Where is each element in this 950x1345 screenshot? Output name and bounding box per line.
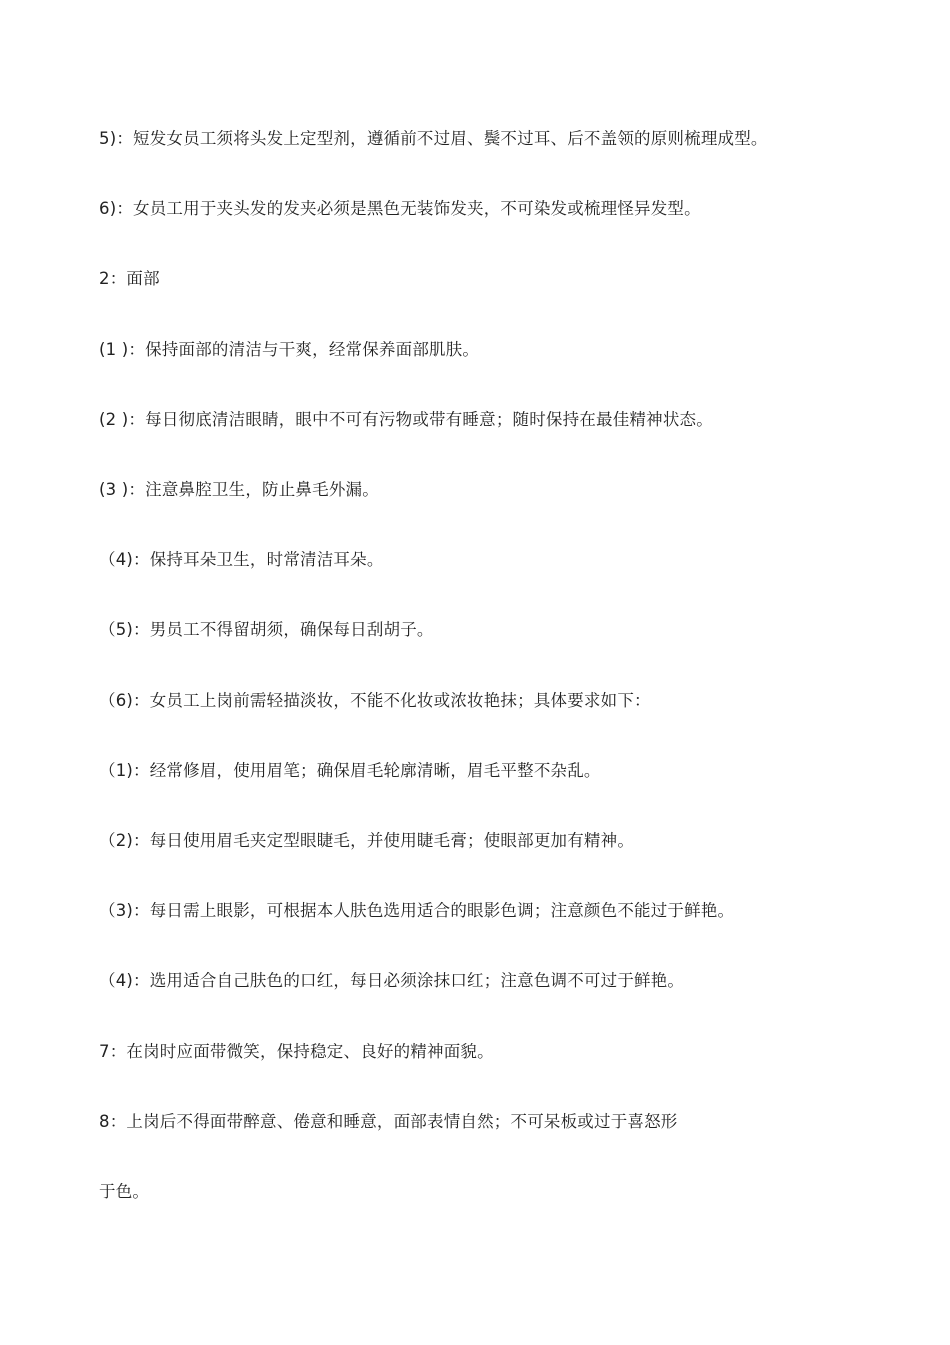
paragraph-line: 7：在岗时应面带微笑，保持稳定、良好的精神面貌。 <box>99 1042 494 1061</box>
paragraph-line: （4)：保持耳朵卫生，时常清洁耳朵。 <box>99 550 384 569</box>
paragraph-line: (2 )：每日彻底清洁眼睛，眼中不可有污物或带有睡意；随时保持在最佳精神状态。 <box>99 410 713 429</box>
paragraph-line: （2)：每日使用眉毛夹定型眼睫毛，并使用睫毛膏；使眼部更加有精神。 <box>99 831 635 850</box>
paragraph-line: (1 )：保持面部的清洁与干爽，经常保养面部肌肤。 <box>99 340 480 359</box>
paragraph-line: (3 )：注意鼻腔卫生，防止鼻毛外漏。 <box>99 480 379 499</box>
paragraph-line: 8：上岗后不得面带醉意、倦意和睡意，面部表情自然；不可呆板或过于喜怒形 <box>99 1112 678 1131</box>
paragraph-line: （1)：经常修眉，使用眉笔；确保眉毛轮廓清晰，眉毛平整不杂乱。 <box>99 761 601 780</box>
paragraph-line: 于色。 <box>99 1182 150 1201</box>
section-heading: 2：面部 <box>99 269 160 288</box>
paragraph-line: 5)：短发女员工须将头发上定型剂，遵循前不过眉、鬓不过耳、后不盖领的原则梳理成型。 <box>99 129 768 148</box>
paragraph-line: 6)：女员工用于夹头发的发夹必须是黑色无装饰发夹，不可染发或梳理怪异发型。 <box>99 199 701 218</box>
paragraph-line: （3)：每日需上眼影，可根据本人肤色选用适合的眼影色调；注意颜色不能过于鲜艳。 <box>99 901 735 920</box>
paragraph-line: （5)：男员工不得留胡须，确保每日刮胡子。 <box>99 620 434 639</box>
paragraph-line: （6)：女员工上岗前需轻描淡妆，不能不化妆或浓妆艳抹；具体要求如下： <box>99 691 651 710</box>
paragraph-line: （4)：选用适合自己肤色的口红，每日必须涂抹口红；注意色调不可过于鲜艳。 <box>99 971 685 990</box>
